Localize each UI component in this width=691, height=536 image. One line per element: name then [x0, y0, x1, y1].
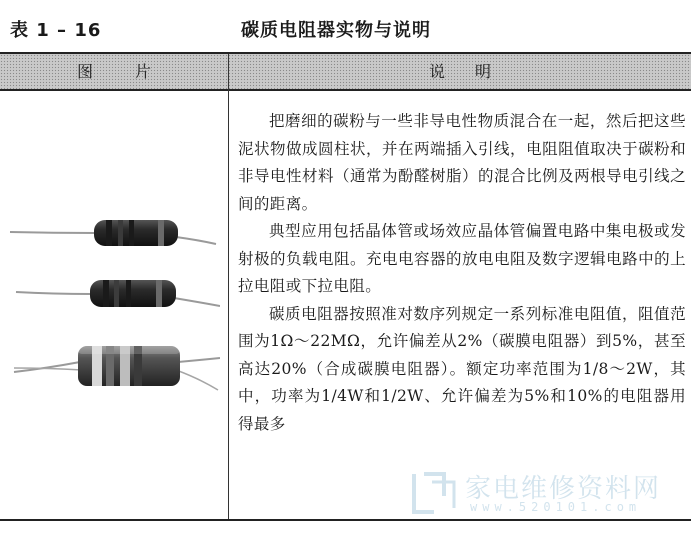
table-bottom-rule — [0, 519, 691, 521]
header-picture — [0, 54, 228, 89]
watermark-site-name: 家电维修资料网 — [465, 474, 662, 504]
description-text — [238, 108, 686, 438]
header-description — [229, 54, 691, 89]
watermark-url: www.520101.com — [470, 500, 642, 514]
table-header-rule — [0, 89, 691, 91]
table-number: 表 1 – 16 — [10, 20, 102, 41]
column-divider — [228, 54, 229, 519]
carbon-resistor-photo — [8, 200, 220, 410]
resistor-3 — [14, 346, 220, 390]
description-paragraph: 把磨细的碳粉与一些非导电性物质混合在一起，然后把这些泥状物做成圆柱状，并在两端插入引线，电阻阻值取决于碳粉和非导电性材料（通常为酚醛树脂）的混合比例及两根导电引线之间的距离。 — [238, 112, 686, 213]
table-title: 碳质电阻器实物与说明 — [241, 20, 431, 41]
resistor-2 — [16, 280, 220, 307]
description-paragraph: 典型应用包括晶体管或场效应晶体管偏置电路中集电极或发射极的负载电阻。充电电容器的放电电阻及数字逻辑电路中的上拉电阻或下拉电阻。 — [238, 222, 686, 295]
watermark — [410, 468, 688, 516]
header-picture-label: 图片 — [76, 62, 193, 81]
resistor-1 — [10, 220, 216, 246]
description-paragraph: 碳质电阻器按照准对数序列规定一系列标准电阻值，阻值范围为1Ω～22MΩ，允许偏差从2%（碳膜电阻器）到5%，甚至高达20%（合成碳膜电阻器）。额定功率范围为1/8～2W，其中，功率为1/4W和1/2W、允许偏差为5%和10%的电阻器用得最多 — [238, 304, 686, 433]
header-description-label: 说明 — [428, 62, 521, 81]
watermark-logo-icon — [410, 468, 470, 516]
